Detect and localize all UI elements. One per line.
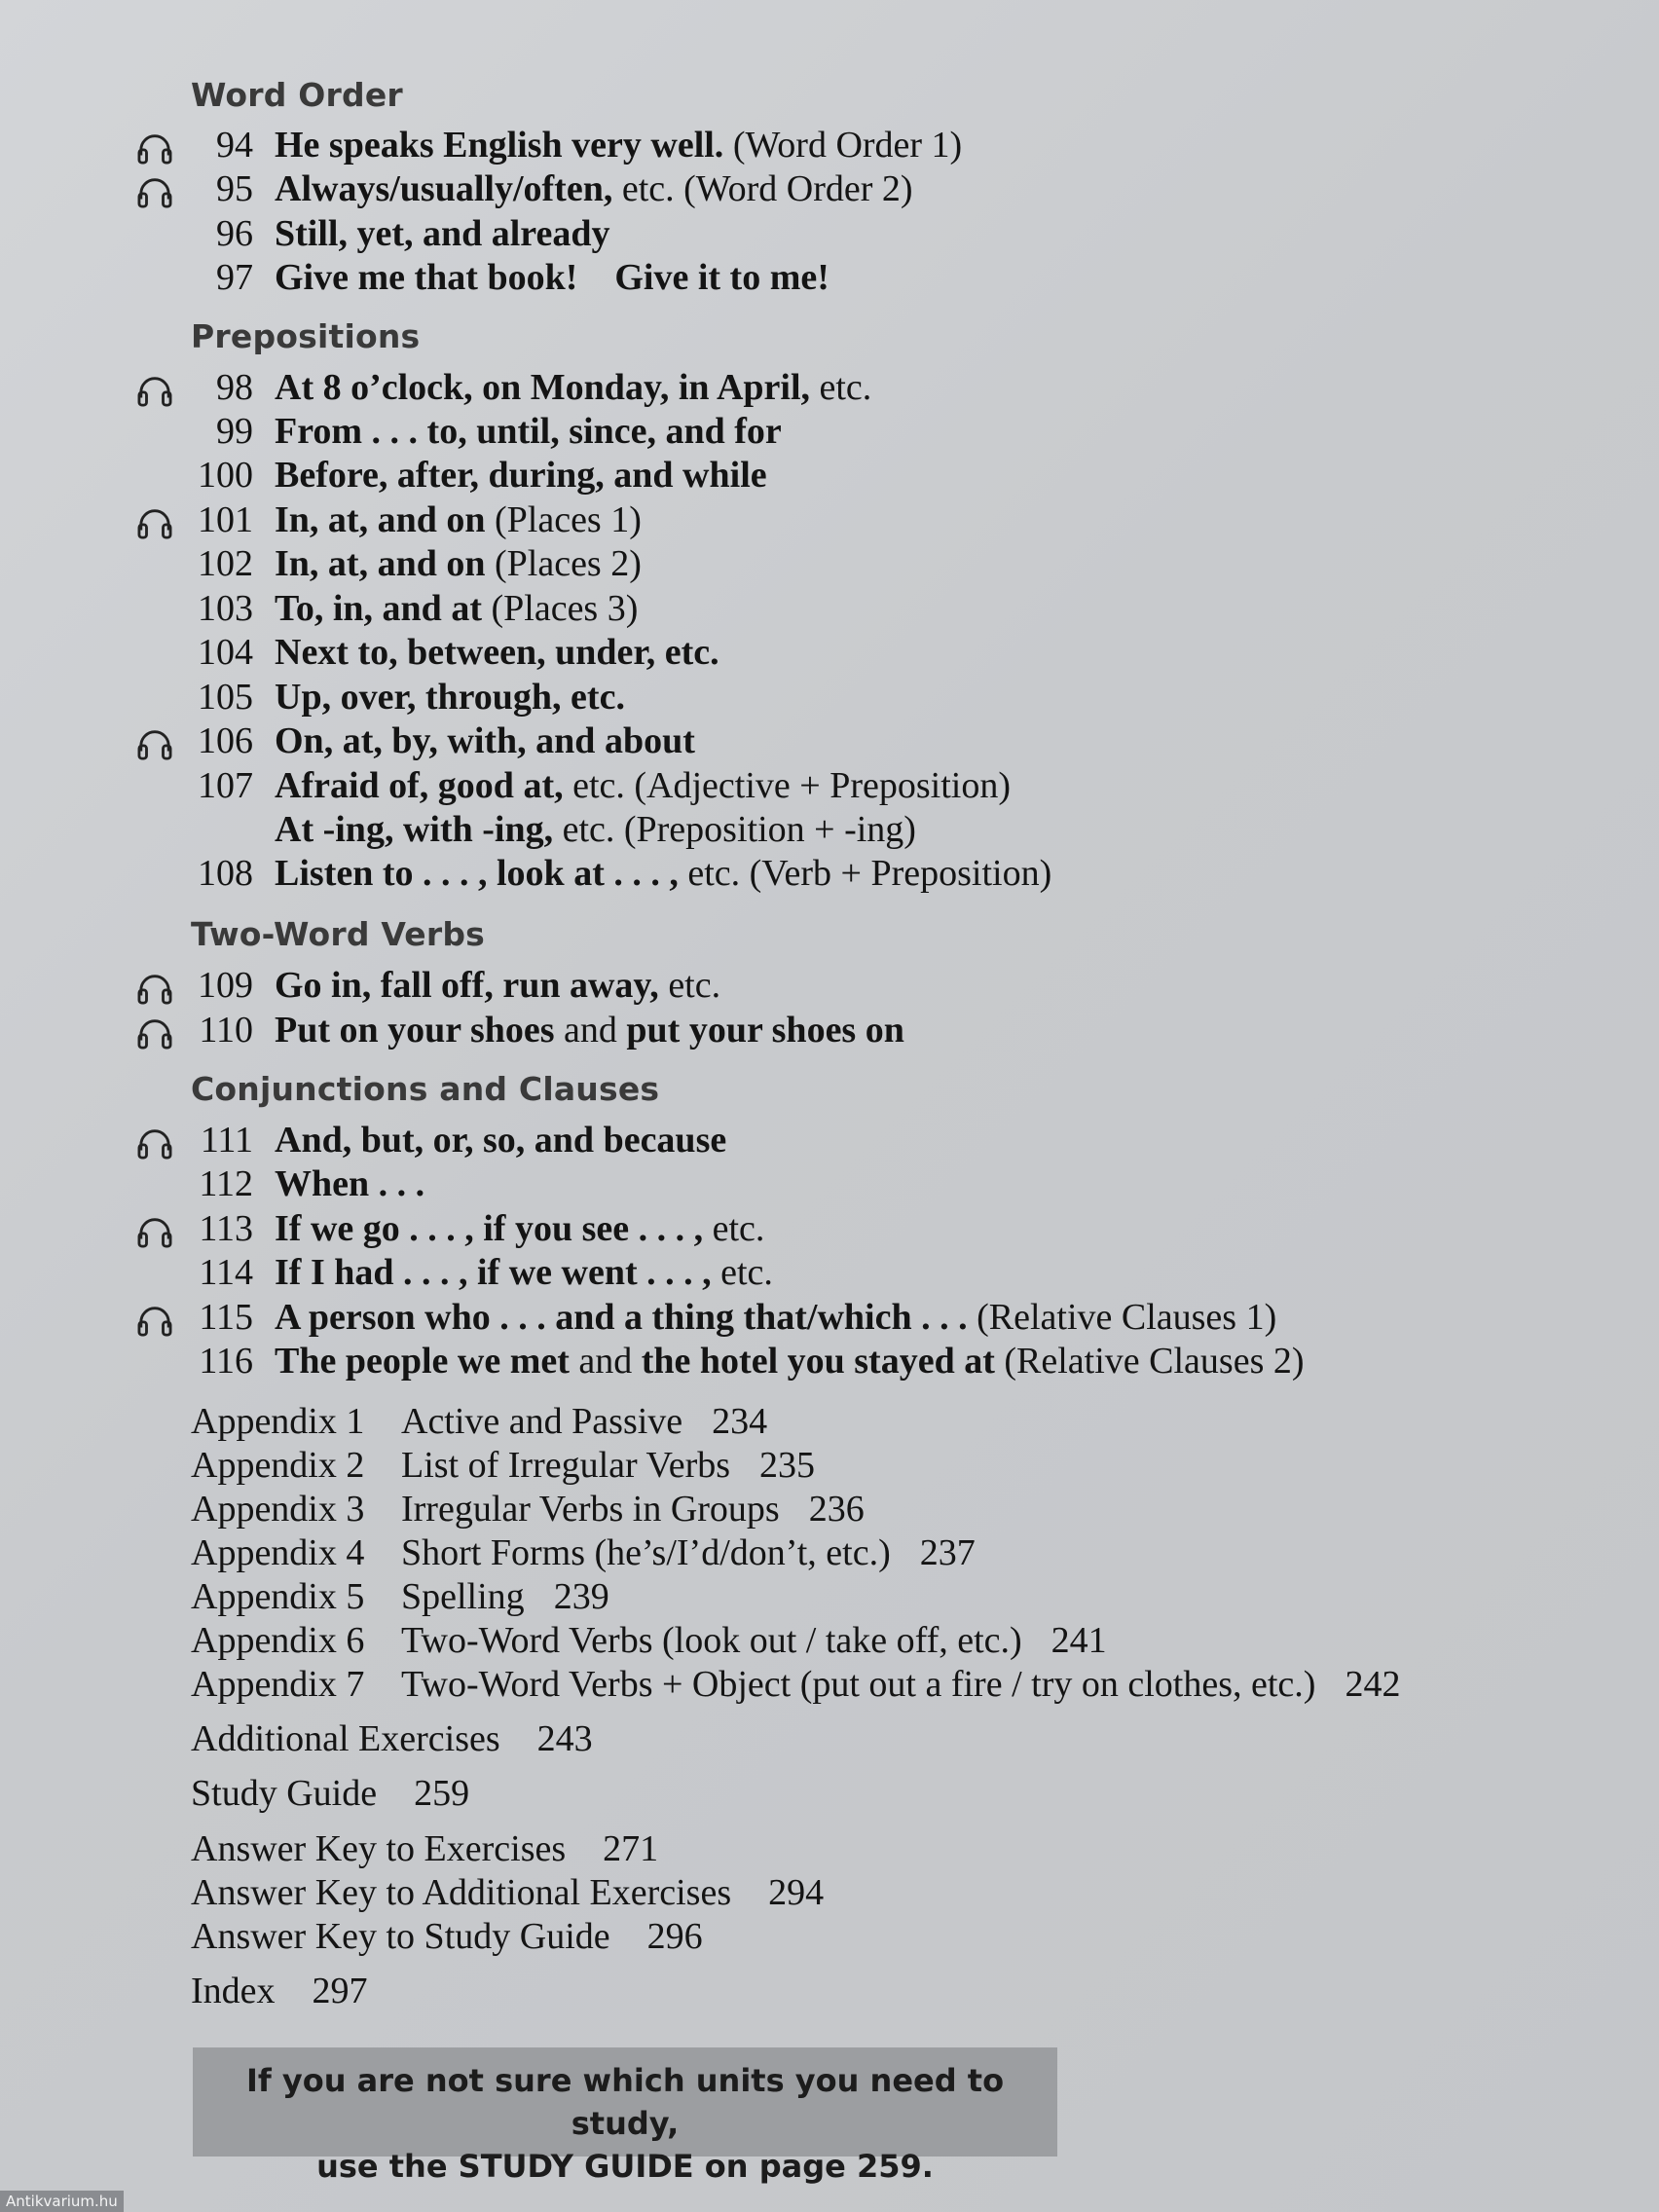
appendix-title: Two-Word Verbs + Object (put out a fire / try on clothes, etc.)	[401, 1664, 1316, 1705]
unit-number: 103	[198, 588, 253, 629]
unit-number: 104	[198, 632, 253, 673]
appendix-title: Active and Passive	[401, 1401, 683, 1442]
study-guide-entry	[191, 1772, 469, 1815]
appendix-label: Appendix 5	[191, 1576, 365, 1617]
appendix-label: Appendix 3	[191, 1489, 365, 1530]
appendix-title: Spelling	[401, 1576, 525, 1617]
unit-110	[0, 1009, 1558, 1051]
appendix-title: Irregular Verbs in Groups	[401, 1489, 780, 1530]
headphones-icon	[136, 1215, 173, 1248]
unit-title: If we go . . . , if you see . . . , etc.	[275, 1208, 765, 1249]
appendix-2	[191, 1444, 815, 1487]
headphones-icon	[136, 1016, 173, 1050]
unit-number: 101	[198, 499, 253, 540]
section-heading-two-word-verbs: Two-Word Verbs	[191, 915, 485, 953]
unit-title: Up, over, through, etc.	[275, 677, 625, 718]
page-number: 294	[768, 1872, 825, 1913]
entry-title: Answer Key to Additional Exercises	[191, 1872, 732, 1913]
unit-number: 111	[200, 1120, 253, 1161]
unit-108	[0, 852, 1558, 895]
headphones-icon	[136, 972, 173, 1005]
appendix-title: List of Irregular Verbs	[401, 1445, 731, 1486]
headphones-icon	[136, 374, 173, 407]
unit-99	[0, 410, 1558, 453]
unit-title: He speaks English very well. (Word Order 1)	[275, 125, 963, 166]
unit-number: 109	[198, 965, 253, 1006]
page-number: 297	[312, 1971, 368, 2011]
unit-title: On, at, by, with, and about	[275, 720, 695, 761]
headphones-icon	[136, 1126, 173, 1160]
unit-number: 97	[216, 257, 253, 298]
unit-title: Go in, fall off, run away, etc.	[275, 965, 721, 1006]
unit-107-continued	[0, 808, 1558, 851]
page-number: 259	[414, 1773, 470, 1814]
unit-number: 108	[198, 853, 253, 894]
page-number: 241	[1051, 1620, 1107, 1661]
unit-title: Before, after, during, and while	[275, 455, 767, 496]
unit-title: Still, yet, and already	[275, 213, 610, 254]
watermark: Antikvarium.hu	[0, 2191, 124, 2212]
unit-number: 113	[199, 1208, 253, 1249]
unit-title: In, at, and on (Places 2)	[275, 543, 642, 584]
unit-115	[0, 1296, 1558, 1339]
unit-title: From . . . to, until, since, and for	[275, 411, 782, 452]
headphones-icon	[136, 1304, 173, 1337]
page-number: 242	[1345, 1664, 1401, 1705]
unit-title: Next to, between, under, etc.	[275, 632, 719, 673]
entry-title: Answer Key to Exercises	[191, 1828, 567, 1869]
headphones-icon	[136, 175, 173, 208]
answer-key-additional-entry	[191, 1871, 824, 1914]
section-heading-conjunctions: Conjunctions and Clauses	[191, 1070, 660, 1108]
unit-number: 100	[198, 455, 253, 496]
index-entry	[191, 1970, 368, 2012]
unit-title: And, but, or, so, and because	[275, 1120, 727, 1161]
unit-107	[0, 764, 1558, 807]
callout-line-1: If you are not sure which units you need to study,	[245, 2062, 1005, 2142]
unit-101	[0, 498, 1558, 541]
unit-title: At -ing, with -ing, etc. (Preposition + -ing)	[275, 809, 916, 850]
unit-number: 95	[216, 168, 253, 209]
unit-number: 105	[198, 677, 253, 718]
unit-103	[0, 587, 1558, 630]
appendix-label: Appendix 4	[191, 1532, 365, 1573]
appendix-7	[191, 1663, 1400, 1706]
appendix-label: Appendix 1	[191, 1401, 365, 1442]
unit-number: 102	[198, 543, 253, 584]
unit-100	[0, 454, 1558, 497]
unit-number: 99	[216, 411, 253, 452]
page-number: 237	[919, 1532, 976, 1573]
answer-key-exercises-entry	[191, 1827, 658, 1870]
appendix-6	[191, 1619, 1107, 1662]
study-guide-callout	[193, 2047, 1057, 2185]
unit-106	[0, 719, 1558, 762]
unit-title: Give me that book! Give it to me!	[275, 257, 830, 298]
headphones-icon	[136, 727, 173, 760]
entry-title: Additional Exercises	[191, 1718, 500, 1759]
unit-98	[0, 366, 1558, 409]
unit-title: Put on your shoes and put your shoes on	[275, 1010, 904, 1051]
unit-title: If I had . . . , if we went . . . , etc.	[275, 1252, 773, 1293]
unit-113	[0, 1207, 1558, 1250]
callout-line-2: use the STUDY GUIDE on page 259.	[316, 2148, 934, 2185]
unit-116	[0, 1340, 1558, 1382]
unit-95	[0, 167, 1558, 210]
section-heading-word-order: Word Order	[191, 76, 403, 114]
page-number: 236	[808, 1489, 865, 1530]
appendix-label: Appendix 7	[191, 1664, 365, 1705]
unit-title: At 8 o’clock, on Monday, in April, etc.	[275, 367, 872, 408]
unit-111	[0, 1119, 1558, 1161]
page-number: 239	[553, 1576, 609, 1617]
unit-104	[0, 631, 1558, 674]
section-heading-prepositions: Prepositions	[191, 317, 421, 355]
unit-number: 110	[199, 1010, 253, 1051]
unit-title: To, in, and at (Places 3)	[275, 588, 639, 629]
entry-title: Study Guide	[191, 1773, 378, 1814]
unit-number: 98	[216, 367, 253, 408]
page-number: 235	[759, 1445, 816, 1486]
unit-number: 114	[199, 1252, 253, 1293]
unit-title: In, at, and on (Places 1)	[275, 499, 642, 540]
unit-number: 116	[199, 1341, 253, 1382]
unit-97	[0, 256, 1558, 299]
page-number: 243	[536, 1718, 593, 1759]
unit-96	[0, 212, 1558, 255]
unit-title: Always/usually/often, etc. (Word Order 2)	[275, 168, 913, 209]
headphones-icon	[136, 131, 173, 165]
appendix-label: Appendix 2	[191, 1445, 365, 1486]
page-number: 296	[646, 1916, 703, 1957]
headphones-icon	[136, 506, 173, 539]
unit-number: 112	[199, 1163, 253, 1204]
answer-key-study-guide-entry	[191, 1915, 703, 1958]
appendix-3	[191, 1488, 865, 1530]
appendix-4	[191, 1531, 976, 1574]
unit-title: The people we met and the hotel you stayed at (Relative Clauses 2)	[275, 1341, 1305, 1382]
appendix-label: Appendix 6	[191, 1620, 365, 1661]
entry-title: Answer Key to Study Guide	[191, 1916, 610, 1957]
unit-94	[0, 124, 1558, 166]
unit-number: 107	[198, 765, 253, 806]
unit-title: Afraid of, good at, etc. (Adjective + Preposition)	[275, 765, 1011, 806]
unit-109	[0, 964, 1558, 1007]
appendix-1	[191, 1400, 767, 1443]
unit-102	[0, 542, 1558, 585]
appendix-5	[191, 1575, 609, 1618]
page-number: 234	[712, 1401, 768, 1442]
unit-114	[0, 1251, 1558, 1294]
unit-number: 96	[216, 213, 253, 254]
additional-exercises-entry	[191, 1717, 593, 1760]
unit-number: 115	[199, 1297, 253, 1338]
unit-112	[0, 1162, 1558, 1205]
appendix-title: Short Forms (he’s/I’d/don’t, etc.)	[401, 1532, 891, 1573]
page-number: 271	[603, 1828, 659, 1869]
entry-title: Index	[191, 1971, 276, 2011]
unit-number: 94	[216, 125, 253, 166]
unit-105	[0, 676, 1558, 719]
unit-number: 106	[198, 720, 253, 761]
unit-title: Listen to . . . , look at . . . , etc. (Verb + Preposition)	[275, 853, 1052, 894]
unit-title: A person who . . . and a thing that/which . . . (Relative Clauses 1)	[275, 1297, 1277, 1338]
unit-title: When . . .	[275, 1163, 425, 1204]
appendix-title: Two-Word Verbs (look out / take off, etc.)	[401, 1620, 1022, 1661]
